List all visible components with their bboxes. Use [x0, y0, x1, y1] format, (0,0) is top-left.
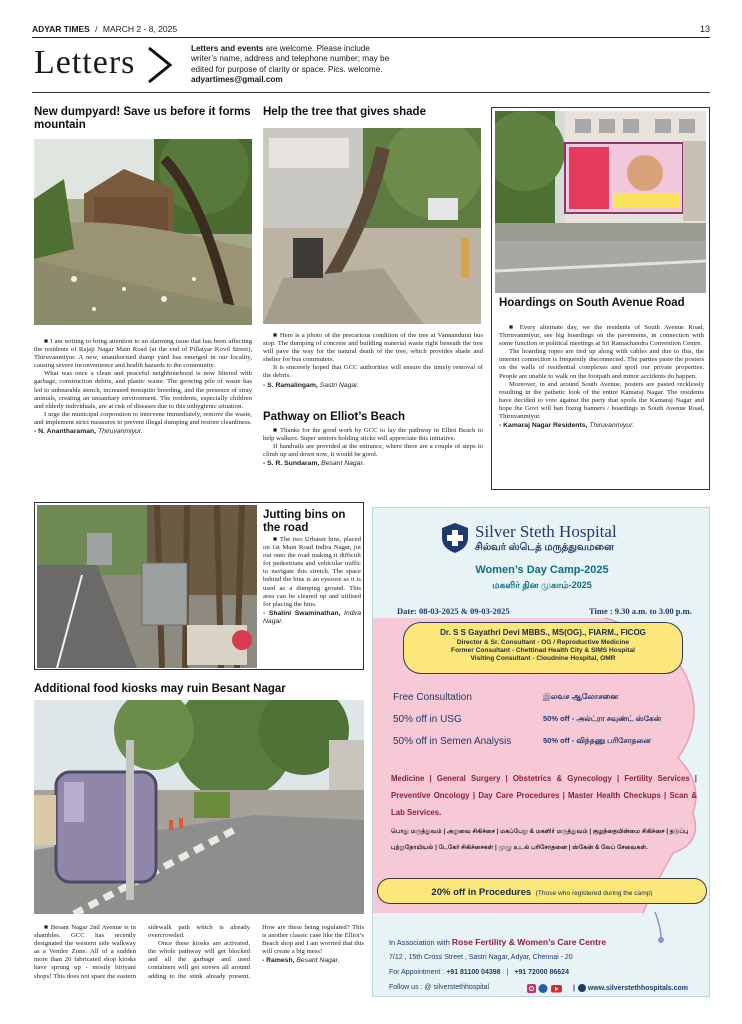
shade-tree-photo — [263, 128, 481, 324]
square-bullet-icon: ■ — [273, 427, 281, 434]
dumpyard-place: Thiruvanmiyur. — [97, 428, 143, 436]
association — [389, 937, 606, 947]
bins-headline: Jutting bins on the road — [263, 509, 346, 534]
shade-tree-headline: Help the tree that gives shade — [263, 106, 426, 118]
camp-title-tamil: மகளிர் தின முகாம்-2025 — [492, 580, 592, 590]
page-number: 13 — [699, 24, 710, 34]
hospital-name: Silver Steth Hospital — [475, 522, 617, 541]
phone-1[interactable]: +91 81100 04398 — [446, 969, 501, 976]
kiosks-body — [34, 924, 364, 981]
letters-intro — [191, 44, 391, 86]
elliots-beach-p1: Thanks for the good work by GCC to lay the pathway in Elliot Beach to help walkers. Super seniors holding sticks will appreciate this initiative. — [263, 427, 483, 443]
dumpyard-p3: I urge the municipal corporation to intervene immediately, remove the waste, and implement strict measures to prevent illegal dumping and restore cleanliness. — [34, 410, 252, 426]
hoardings-place: Thiruvanmiyur. — [589, 422, 634, 430]
hoardings-author: - Kamaraj Nagar Residents, — [499, 422, 588, 430]
social-icons — [527, 984, 567, 994]
letters-email[interactable]: adyartimes@gmail.com — [191, 75, 283, 85]
bins-byline — [263, 610, 361, 626]
globe-icon — [578, 984, 586, 992]
website[interactable]: www.silverstethhospitals.com — [587, 984, 689, 992]
camp-time: Time : 9.30 a.m. to 3.00 p.m. — [589, 606, 692, 616]
kiosks-photo — [34, 700, 364, 914]
square-bullet-icon: ■ — [509, 324, 520, 331]
bins-box — [34, 502, 364, 670]
hospital-ad — [372, 507, 710, 997]
square-bullet-icon: ■ — [273, 332, 280, 339]
doctor-line3: Visiting Consultant - Cloudnine Hospital, OMR — [470, 655, 616, 662]
camp-title: Women’s Day Camp-2025 — [475, 564, 609, 576]
hoardings-headline: Hoardings on South Avenue Road — [499, 297, 685, 309]
issue-date: MARCH 2 - 8, 2025 — [102, 24, 178, 34]
offer-en-0: Free Consultation — [393, 692, 472, 703]
appointment-label: For Appointment : — [389, 969, 445, 976]
elliots-beach-place: Besant Nagar. — [321, 460, 365, 468]
camp-date: Date: 08-03-2025 & 09-03-2025 — [397, 606, 510, 616]
shade-tree-p1: Here is a photo of the precarious condition of the tree at Vannandurai bus stop. The dumping of concrete and building material waste right beneath the tree will pave the way for the natural death of the tree, which provides shade and shelter for bus commuters. — [263, 332, 483, 364]
dumpyard-headline: New dumpyard! Save us before it forms mountain — [34, 106, 251, 131]
letters-intro-text: are welcome. Please include writer’s name, address and telephone number; may be edited for purpose of clarity or space. Pics. welcome. — [191, 44, 390, 74]
services-list-tamil: பொது மருத்துவம் | அறுவை சிகிச்சை | மகப்பேறு & மகளிர் மருத்துவம் | குழந்தையின்மை சிகிச்சை | தடுப்பு புற்றுநோயியல் | டேகேர் சிகிச்சைகள் | முழு உடல் பரிசோதனை | ஸ்கேன் & லேப் சேவைகள். — [391, 828, 689, 851]
elliots-beach-author: - S. R. Sundaram, — [263, 460, 320, 468]
elliots-beach-p2: If handrails are provided at the entrance, where there are a couple of steps to climb up and down now, it would be good. — [263, 443, 483, 459]
offer-ta-text-1: அல்ட்ரா சவுண்ட் ஸ்கேன் — [576, 714, 662, 723]
kiosks-byline — [262, 957, 364, 965]
paper-name: ADYAR TIMES — [32, 24, 90, 34]
bins-author: - Shalini Swaminathan, — [263, 609, 341, 617]
social-handle[interactable]: @ silverstethhospital — [424, 984, 490, 991]
facebook-icon — [539, 984, 548, 993]
follow-label: Follow us : — [389, 984, 423, 991]
letters-title: Letters — [34, 44, 136, 81]
offer-ta-text-0: இலவச ஆலோசனை — [543, 692, 619, 701]
procedures-offer-box — [377, 878, 707, 904]
dumpyard-p2: What was once a clean and peaceful neighbourhood is now littered with garbage, construction debris, and plastic waste. The growing pile of waste has led to unbearable stench, increased mosquito breeding, and the presence of stray animals, creating an unsanitary environment. The residents, especially children and elderly individuals, are at risk of diseases due to this unhygienic situation. — [34, 370, 252, 410]
association-name: Rose Fertility & Women’s Care Centre — [451, 937, 607, 947]
offer-ta-prefix-2: 50% off - — [543, 736, 577, 745]
doctor-name: Dr. S S Gayathri Devi MBBS., MS(OG)., FIARM., FICOG — [440, 628, 646, 637]
divider — [32, 92, 710, 93]
square-bullet-icon: ■ — [44, 338, 51, 345]
hoardings-p1: Every alternate day, we the residents of South Avenue Road, Thiruvanmiyur, see big hoardings on the pavements, in connection with some function or political meetings at Sri Ramachandra Convention Centre. — [499, 324, 705, 348]
chevron-right-icon — [146, 45, 174, 85]
hoardings-box — [491, 107, 710, 490]
services-list: Medicine | General Surgery | Obstetrics & Gynecology | Fertility Services | Preventive Oncology | Day Care Procedures | Master Health Checkups | Scan & Lab Services. — [391, 774, 697, 817]
hoardings-photo — [495, 111, 706, 293]
offer-en-1: 50% off in USG — [393, 714, 462, 725]
bins-photo — [37, 505, 257, 668]
bins-place: Indira Nagar. — [263, 609, 361, 625]
shade-tree-body — [263, 332, 483, 390]
association-prefix: In Association with — [389, 938, 450, 947]
elliots-beach-body — [263, 427, 483, 468]
offer-ta-2 — [543, 736, 651, 746]
offer-ta-1 — [543, 714, 661, 724]
follow-line — [389, 984, 489, 991]
procedures-offer: 20% off in Procedures — [431, 887, 532, 898]
page-header — [32, 24, 710, 38]
bins-body — [263, 536, 361, 626]
kiosks-p1: Besant Nagar 2nd Avenue is in shambles. GCC has recently designated the western side walkway as a Vendor Zone. All of a sudden more than 20 fabricated shop kiosks have sprung up - mostly biriyani shops! This does not spare the eastern sidewalk path which is already overcrowded. — [34, 924, 250, 980]
dumpyard-author: - N. Anantharaman, — [34, 428, 97, 436]
offer-ta-prefix-1: 50% off - — [543, 714, 577, 723]
dumpyard-photo — [34, 139, 252, 325]
phone-2[interactable]: +91 72000 86624 — [514, 969, 569, 976]
shade-tree-place: Sastri Nagar. — [319, 381, 360, 389]
website-line: | www.silverstethhospitals.com — [573, 984, 689, 992]
hoardings-body — [499, 324, 704, 430]
offer-ta-text-2: விந்தணு பரிசோதனை — [576, 736, 651, 745]
address: 7/12 , 15th Cross Street , Sastri Nagar, Adyar, Chennai - 20 — [389, 954, 573, 961]
instagram-icon — [527, 984, 536, 993]
header-separator: / — [95, 24, 98, 34]
doctor-box — [403, 622, 683, 674]
kiosks-headline: Additional food kiosks may ruin Besant Nagar — [34, 683, 286, 695]
elliots-beach-byline — [263, 460, 483, 468]
hospital-name-tamil: சில்வர் ஸ்டெத் மருத்துவமனை — [475, 542, 614, 553]
letters-intro-bold: Letters and events — [191, 44, 264, 53]
bins-p1: The two Urbaser bins, placed on 1st Main Road Indira Nagar, jut out onto the road making it difficult for pedestrians and vehicular traffic to navigate this stretch. The space behind the bins is an eyesore as it is used as a dumping ground. This area can be cleared up and utilised for placing the bins. — [263, 536, 361, 608]
appointment-line: For Appointment : +91 81100 04398 | +91 72000 86624 — [389, 969, 569, 976]
dumpyard-byline — [34, 428, 252, 436]
hospital-logo-icon — [441, 522, 469, 554]
doctor-line1: Director & Sr. Consultant - OG / Reproductive Medicine — [456, 639, 630, 646]
shade-tree-p2: It is sincerely hoped that GCC authorities will ensure the timely removal of the debris. — [263, 364, 483, 380]
kiosks-author: - Ramesh, — [262, 957, 295, 965]
shade-tree-author: - S. Ramalingam, — [263, 381, 318, 389]
hoardings-p2: The hoarding ropes are tied up along with cables and due to this, the internet connection is frequently disconnected. The parties paste the posters on the walls of residential complexes and spoil our private properties. People are unable to walk on the footpath and minor accidents do happen. — [499, 348, 704, 380]
offer-en-2: 50% off in Semen Analysis — [393, 736, 512, 747]
dumpyard-p1: I am writing to bring attention to an alarming issue that has been affecting the residents of Rajaji Nagar Main Road (at the end of Pillaiyar Kovil Street), Thiruvanmiyur. A new, unauthorised dump yard has emerged in our locality, causing severe inconvenience and health hazards to the community. — [34, 338, 252, 370]
offer-ta-0 — [543, 692, 618, 702]
procedures-note: (Those who registered during the camp) — [535, 890, 653, 897]
square-bullet-icon: ■ — [273, 536, 280, 543]
dumpyard-body — [34, 338, 252, 436]
hoardings-p3: Moreover, in and around South Avenue, posters are pasted recklessly resulting in the pathetic look of the entire Kamaraj Nagar. The residents have decided to vote against the party that spoils the Kamaraj Nagar and hope the Govt will ban fixing banners / hoardings in South Avenue Road, Thiruvanmiyur. — [499, 380, 704, 421]
kiosks-place: Besant Nagar. — [296, 957, 340, 965]
elliots-beach-headline: Pathway on Elliot’s Beach — [263, 411, 406, 423]
doctor-line2: Former Consultant - Chettinad Health City & SIMS Hospital — [451, 647, 635, 654]
shade-tree-byline — [263, 382, 483, 390]
hoardings-byline — [499, 422, 704, 430]
kiosks-p2: Once these kiosks are activated, the whole pathway will get blocked and all the garbage and used containers will get strewn all around adding to the stink already present. How are these being regulated? This is another classic case like the Elliot’s Beach shop and I am worried that this will create a big mess! — [148, 924, 364, 980]
square-bullet-icon: ■ — [44, 924, 51, 931]
